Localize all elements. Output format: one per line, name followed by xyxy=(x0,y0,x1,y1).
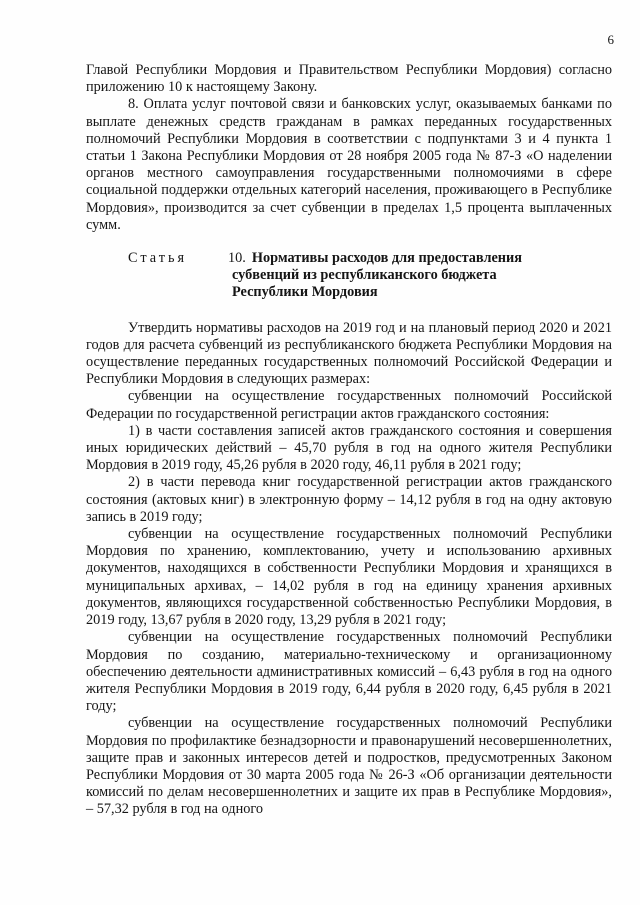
paragraph: Утвердить нормативы расходов на 2019 год и на плановый период 2020 и 2021 годов для расчета субвенций из республиканского бюджета Республики Мордовия на осуществление переданных государственных полномочий Российской Федерации и Республики Мордовия в следующих размерах: xyxy=(86,319,612,388)
article-title-line-2: субвенций из республиканского бюджета xyxy=(232,267,497,284)
paragraph-subitem-1: 1) в части составления записей актов гражданского состояния и совершения иных юридических действий – 45,70 рубля в год на одного жителя Республики Мордовия в 2019 году, 45,26 рубля в 2020 году, 46,11 рубля в 2021 году; xyxy=(86,422,612,474)
paragraph: Главой Республики Мордовия и Правительством Республики Мордовия) согласно приложению 10 к настоящему Закону. xyxy=(86,62,612,96)
page-number: 6 xyxy=(607,32,614,47)
document-body xyxy=(86,62,612,819)
article-heading xyxy=(86,250,612,302)
article-label: Статья xyxy=(128,250,188,267)
paragraph-subitem-2: 2) в части перевода книг государственной регистрации актов гражданского состояния (актовых книг) в электронную форму – 14,12 рубля в год на одну актовую запись в 2019 году; xyxy=(86,474,612,525)
paragraph: субвенции на осуществление государственных полномочий Республики Мордовия по профилактике безнадзорности и правонарушений несовершеннолетних, защите прав и законных интересов детей и подростков, предусмотренных Законом Республики Мордовия от 30 марта 2005 года № 26-З «Об организации деятельности комиссий по делам несовершеннолетних и защите их прав в Республике Мордовия», – 57,32 рубля в год на одного xyxy=(86,715,612,818)
article-title-line-3: Республики Мордовия xyxy=(232,284,378,301)
paragraph-item-8: 8. Оплата услуг почтовой связи и банковских услуг, оказываемых банками по выплате денежных средств гражданам в рамках переданных государственных полномочий Республики Мордовия в соответствии с подпунктами 3 и 4 пункта 1 статьи 1 Закона Республики Мордовия от 28 ноября 2005 года № 87-З «О наделении органов местного самоуправления государственными полномочиями в сфере социальной поддержки отдельных категорий населения, проживающего в Республике Мордовия», производится за счет субвенции в пределах 1,5 процента выплаченных сумм. xyxy=(86,96,612,233)
paragraph: субвенции на осуществление государственных полномочий Республики Мордовия по созданию, материально-техническому и организационному обеспечению деятельности административных комиссий – 6,43 рубля в год на одного жителя Республики Мордовия в 2019 году, 6,44 рубля в 2020 году, 6,45 рубля в 2021 году; xyxy=(86,629,612,715)
paragraph: субвенции на осуществление государственных полномочий Республики Мордовия по хранению, комплектованию, учету и использованию архивных документов, находящихся в собственности Республики Мордовия и хранящихся в муниципальных архивах, – 14,02 рубля в год на единицу хранения архивных документов, являющихся государственной собственностью Республики Мордовия, в 2019 году, 13,67 рубля в 2020 году, 13,29 рубля в 2021 году; xyxy=(86,526,612,629)
article-title-line-1: Нормативы расходов для предоставления xyxy=(251,250,523,267)
article-number: 10. xyxy=(228,250,246,267)
paragraph: субвенции на осуществление государственных полномочий Российской Федерации по государственной регистрации актов гражданского состояния: xyxy=(86,388,612,422)
